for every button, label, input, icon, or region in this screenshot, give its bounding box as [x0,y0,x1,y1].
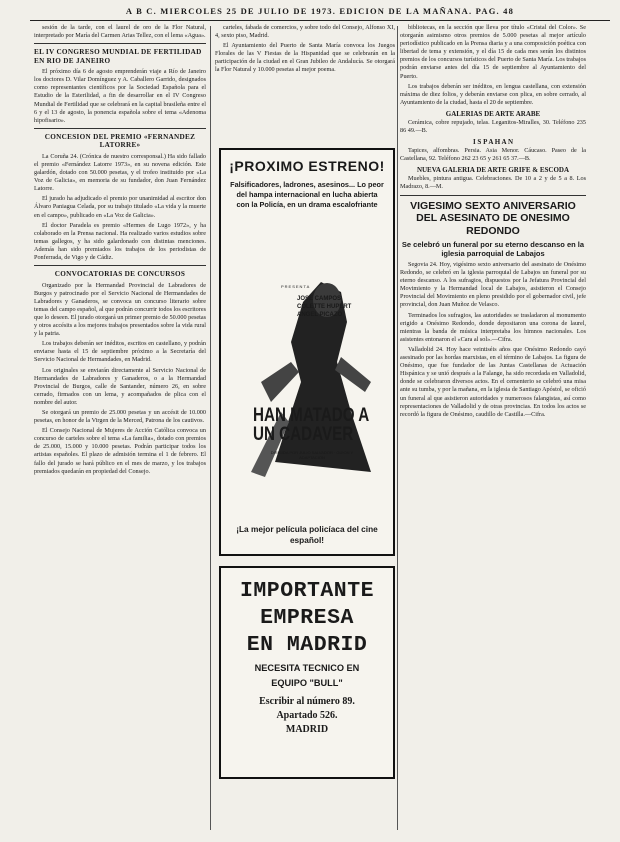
contests-paragraph: Los originales se enviarán directamente al Servicio Nacional de Hermandades de Labradores y Ganaderos, o a la Hermandad Provincial de Burgos, calle de Santander, número 26, en sobre cerrado, firmados con un lema, y acompañados de plica con el nombre del autor. [34,366,206,406]
florales-paragraph: El Ayuntamiento del Puerto de Santa María convoca los Juegos Florales de las V Fiestas de la Hispanidad que se celebrarán en la participación de la ciudad en el Gran Jubileo de Andalucía. Se otorgará la Flor Natural y 10.000 pesetas al mejor poema. [215,42,395,74]
prize-headline: CONCESION DEL PREMIO «FERNANDEZ LATORRE» [44,132,196,150]
congress-headline: EL IV CONGRESO MUNDIAL DE FERTILIDAD EN RIO DE JANEIRO [34,48,202,65]
cast-member: COLETTE HUPERT [297,304,352,310]
company-ad-write: Escribir al número 89. [259,696,355,707]
company-ad-box: Apartado 526. [276,710,338,721]
company-ad-line: IMPORTANTE [239,579,375,603]
divider [34,43,206,44]
film-credits: DIRIGIDA POR JULIO SALVADOR · GUION Y ADAPTACION [270,450,354,460]
anniversary-paragraph: Terminados los sufragios, las autoridades se trasladaron al monumento erigido a Onésimo Redondo, donde depositaron una corona de laurel, mientras la banda de música interpretaba los himnos nacionales. Los asistentes entonaron el «Cara al sol».—Cifra. [400,311,586,343]
gallery-text: Cerámica, cobre repujado, telas. Leganitos-Miralles, 30. Teléfono 235 86 49.—B. [400,118,586,135]
contests-continued: carteles, fabada de comercios, y sobre todo del Consejo, Alfonso XI, 4, sexto piso, Madrid. [215,24,395,40]
gallery-name: I S P A H A N [472,138,514,147]
film-premiere-title: ¡PROXIMO ESTRENO! [229,158,385,174]
gallery-name: GALERIAS DE ARTE ARABE [445,109,541,118]
florales-continued: Los trabajos deberán ser inéditos, en lengua castellana, con extensión máxima de diez folios, y deberán enviarse con plica, en sobre cerrado, al Ayuntamiento de la ciudad, hasta el 20 de septiembre. [400,82,586,106]
divider [34,128,206,129]
gallery-text: Tapices, alfombras. Persia. Asia Menor. Cáucaso. Paseo de la Castellana, 92. Teléfono 262 23 65 y 261 65 37.—B. [400,147,586,163]
column-left [34,24,206,830]
company-ad-line: EN MADRID [246,633,368,657]
column-middle-foot [219,786,395,830]
contests-paragraph: Organizado por la Hermandad Provincial de Labradores de Burgos y patrocinado por el Servicio Nacional de Hermandades de Labradores y Ganaderos, se convoca un concurso literario sobre temas del campo español, al que podrán concurrir todos los escritores que lo deseen. El jurado otorgará un primer premio de 50.000 pesetas y otros accésits a los mejores trabajos presentados sobre la vida rural y la patria. [34,281,206,338]
column-rule [210,26,211,830]
column-right [400,24,586,830]
prize-paragraph: El doctor Paradela es premio «Hermes de Lugo 1972», y ha colaborado en la Prensa nacional. Ha realizado varios estudios sobre temas gallegos, y ha sido galardonado con distintas menciones. Además han sido premiados los trabajos de los periodistas de Ponferrada, de Vigo y de Cádiz. [34,221,206,261]
column-rule [397,26,398,830]
company-ad-equipment: EQUIPO "BULL" [271,678,343,688]
film-cast [297,295,351,319]
florales-continued: bibliotecas, en la sección que lleva por título «Cristal del Color». Se otorgarán asimismo otros premios de 5.000 pesetas al mejor artículo periodístico publicado en la Prensa diaria y a una composición poética con libertad de tema y extensión, y el día 15 de cada mes serán los distintos premios de los concursos turísticos del Puerto de Santa María. Los trabajos podrán enviarse antes del día 15 de septiembre al Ayuntamiento del Puerto. [400,24,586,80]
anniversary-paragraph: Valladolid 24. Hoy hace veintiséis años que Onésimo Redondo cayó asesinado por las hordas marxistas, en el término de Labajos. La figura de Onésimo, que fue fundador de las Juntas Castellanas de Actuación Hispánica y se unió después a la Falange, ha sido recordada en Valladolid, donde se celebraron diversos actos. En el cementerio se celebró una misa ante su tumba, y por la mañana, en la iglesia de Santiago Apóstol, se ofició un funeral al que asistieron autoridades y numerosos falangistas, así como representaciones de Valladolid y de otras provincias. En todos los actos se recordó la figura de Onésimo, caudillo de Castilla.—Cifra. [400,345,586,418]
company-ad-need: NECESITA TECNICO EN [254,663,360,673]
contests-paragraph: El Consejo Nacional de Mujeres de Acción Católica convoca un concurso de carteles sobre el tema «La familia», dotado con premios de 25.000, 15.000 y 10.000 pesetas. Podrán participar todos los artistas españoles. El plazo de admisión termina el 1 de febrero. El fallo del jurado se hará público en el mes de marzo, y los trabajos premiados quedarán en propiedad del Consejo. [34,427,206,475]
company-ad-city: MADRID [285,724,329,735]
cast-member: JOSE CAMPOS [297,296,342,302]
film-tagline: Falsificadores, ladrones, asesinos... Lo peor del hampa internacional en lucha abierta con la Policía, en un drama escalofriante [230,180,384,209]
anniversary-subheadline: Se celebró un funeral por su eterno descanso en la iglesia parroquial de Labajos [401,240,585,258]
contests-headline: CONVOCATORIAS DE CONCURSOS [54,270,186,279]
prize-paragraph: El jurado ha adjudicado el premio por unanimidad al escritor don Álvaro Paniagua Celada, por su trabajo titulado «La vida y la muerte en el campo», publicado en «La Voz de Galicia». [34,195,206,219]
prize-paragraph: La Coruña 24. (Crónica de nuestro corresponsal.) Ha sido fallado el premio «Fernández Latorre 1973», en su novena edición. Este galardón, dotado con 50.000 pesetas, y el trofeo instituido por «La Voz de Galicia», en memoria de su fundador, don Juan Fernández Latorre. [34,152,206,193]
gallery-text: Muebles, pintura antigua. Celebraciones. De 10 a 2 y de 5 a 8. Los Madrazo, 8.—M. [400,175,586,191]
gallery-name: NUEVA GALERIA DE ARTE GRIFE & ESCODA [416,166,570,175]
divider [400,195,586,196]
film-movie-title: HAN MATADO A UN CADAVER [253,405,369,445]
intro-paragraph: sesión de la tarde, con el laurel de oro de la Flor Natural, interpretado por María del Carmen Arias Tellez, con el lema «Agua». [34,24,206,40]
company-ad-line: EMPRESA [260,606,354,630]
anniversary-headline: VIGESIMO SEXTO ANIVERSARIO DEL ASESINATO DE ONESIMO REDONDO [410,199,576,237]
anniversary-paragraph: Segovia 24. Hoy, vigésimo sexto aniversario del asesinato de Onésimo Redondo, se celebró en la iglesia parroquial de Labajos un funeral por su eterno descanso. A los sufragios, dispuestos por la Jefatura Provincial del Movimiento y la Hermandad local de Labajos, asistieron el Consejo Provincial del Movimiento en pleno presidido por el gobernador civil, jefe provincial, don Juan Muñoz de Velasco. [400,261,586,309]
contests-paragraph: Los trabajos deberán ser inéditos, escritos en castellano, y podrán enviarse hasta el 15 de septiembre próximo a la Secretaría del Servicio Nacional de Hermandades, en Madrid. [34,340,206,364]
film-advertisement [219,148,395,556]
divider [34,265,206,266]
film-footer: ¡La mejor película policíaca del cine español! [236,524,378,545]
film-presenter: PRESENTA [281,284,311,289]
company-advertisement [219,566,395,779]
contests-paragraph: Se otorgará un premio de 25.000 pesetas y un accésit de 10.000 pesetas, en honor de la Virgen de la Merced, Patrona de los cautivos. [34,408,206,425]
congress-paragraph: El próximo día 6 de agosto emprenderán viaje a Río de Janeiro los doctores D. Vilar Domínguez y A. Caballero Garrido, designados como representantes científicos por la Sociedad Española para el Estudio de la Esterilidad, a fin de desarrollar en el IV Congreso Mundial de Fertilidad que se celebrará en la capital brasileña entre el 6 y el 13 de agosto, la ponencia española sobre el tema «Adenoma hipofisario». [34,68,206,124]
cast-member: ANGEL PICAZO [297,312,343,318]
page-header: A B C. MIERCOLES 25 DE JULIO DE 1973. EDICION DE LA MAÑANA. PAG. 48 [30,6,610,21]
